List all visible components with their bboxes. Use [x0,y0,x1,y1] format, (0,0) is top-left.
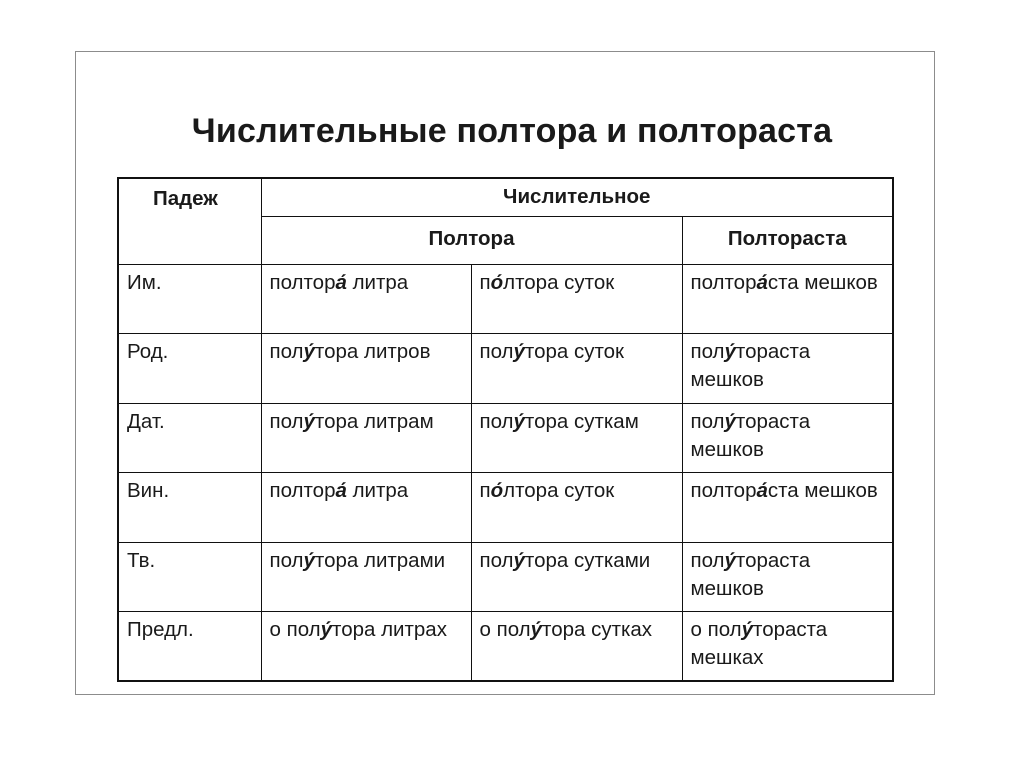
word-acc: у́ [303,340,315,363]
word-post: лтора суток [503,270,615,294]
table-row [118,403,893,473]
word-pre: о пол [269,618,321,641]
poltorasta-cell [682,264,893,334]
word-acc: о́ [490,270,504,294]
word-acc: у́ [303,548,315,572]
word-post: литра [346,479,409,502]
word-post: тора суткам [524,409,639,433]
word-acc: а́ [335,270,347,294]
case-cell: Предл. [118,612,261,682]
word-pre: о пол [690,618,742,641]
word-acc: о́ [490,479,504,502]
word-acc: у́ [741,618,754,641]
word-post: тора сутках [542,618,653,641]
table-row [118,334,893,404]
case-cell: Род. [118,334,261,404]
header-numeral: Числительное [261,178,893,216]
header-poltora: Полтора [261,216,682,264]
word-pre: о пол [479,618,531,641]
table-body [118,264,893,681]
word-post: лтора суток [503,479,615,502]
poltora-cell [471,473,682,543]
word-post: ста мешков [767,479,878,502]
poltora-cell [261,612,471,682]
word-post: тора литрами [314,548,446,572]
header-row [118,178,893,216]
word-post: тора литрам [314,409,434,433]
word-pre: полтор [690,270,757,294]
word-pre: полтор [690,479,757,502]
word-post: ста мешков [767,270,878,294]
word-post: тораста мешках [690,618,828,669]
word-pre: пол [479,409,514,433]
poltora-cell [261,542,471,612]
word-acc: у́ [320,618,333,641]
word-acc: а́ [756,479,768,502]
poltora-cell [471,334,682,404]
case-cell: Дат. [118,403,261,473]
word-pre: п [479,270,491,294]
word-acc: у́ [530,618,543,641]
poltora-cell [261,403,471,473]
word-pre: п [479,479,491,502]
word-post: тораста мешков [690,548,811,600]
word-post: тора литрах [332,618,447,641]
poltora-cell [261,264,471,334]
poltora-cell [261,473,471,543]
header-case: Падеж [118,178,261,264]
poltora-cell [471,264,682,334]
declension-table [117,177,894,682]
header-poltorasta: Полтораста [682,216,893,264]
word-acc: а́ [335,479,347,502]
word-post: тораста мешков [690,340,811,391]
word-pre: полтор [269,479,336,502]
word-post: тора сутками [524,548,651,572]
word-pre: полтор [269,270,336,294]
case-cell: Вин. [118,473,261,543]
word-acc: а́ [756,270,768,294]
word-pre: пол [269,409,304,433]
poltora-cell [471,612,682,682]
word-acc: у́ [724,340,736,363]
word-post: литра [346,270,409,294]
poltora-cell [471,542,682,612]
poltorasta-cell [682,542,893,612]
word-acc: у́ [303,409,315,433]
word-pre: пол [690,340,725,363]
word-post: тора суток [524,340,625,363]
poltorasta-cell [682,473,893,543]
poltorasta-cell [682,334,893,404]
table-row [118,473,893,543]
word-pre: пол [690,548,725,572]
word-acc: у́ [724,548,736,572]
word-acc: у́ [513,548,525,572]
page-title: Числительные полтора и полтораста [191,112,833,150]
poltora-cell [261,334,471,404]
case-cell: Тв. [118,542,261,612]
word-pre: пол [269,548,304,572]
case-cell: Им. [118,264,261,334]
poltorasta-cell [682,403,893,473]
word-post: тораста мешков [690,409,811,461]
word-acc: у́ [513,340,525,363]
word-pre: пол [690,409,725,433]
poltorasta-cell [682,612,893,682]
poltora-cell [471,403,682,473]
word-pre: пол [269,340,304,363]
word-acc: у́ [724,409,736,433]
table-row [118,542,893,612]
word-post: тора литров [314,340,431,363]
table-row [118,264,893,334]
word-pre: пол [479,340,514,363]
table-row [118,612,893,682]
word-pre: пол [479,548,514,572]
word-acc: у́ [513,409,525,433]
